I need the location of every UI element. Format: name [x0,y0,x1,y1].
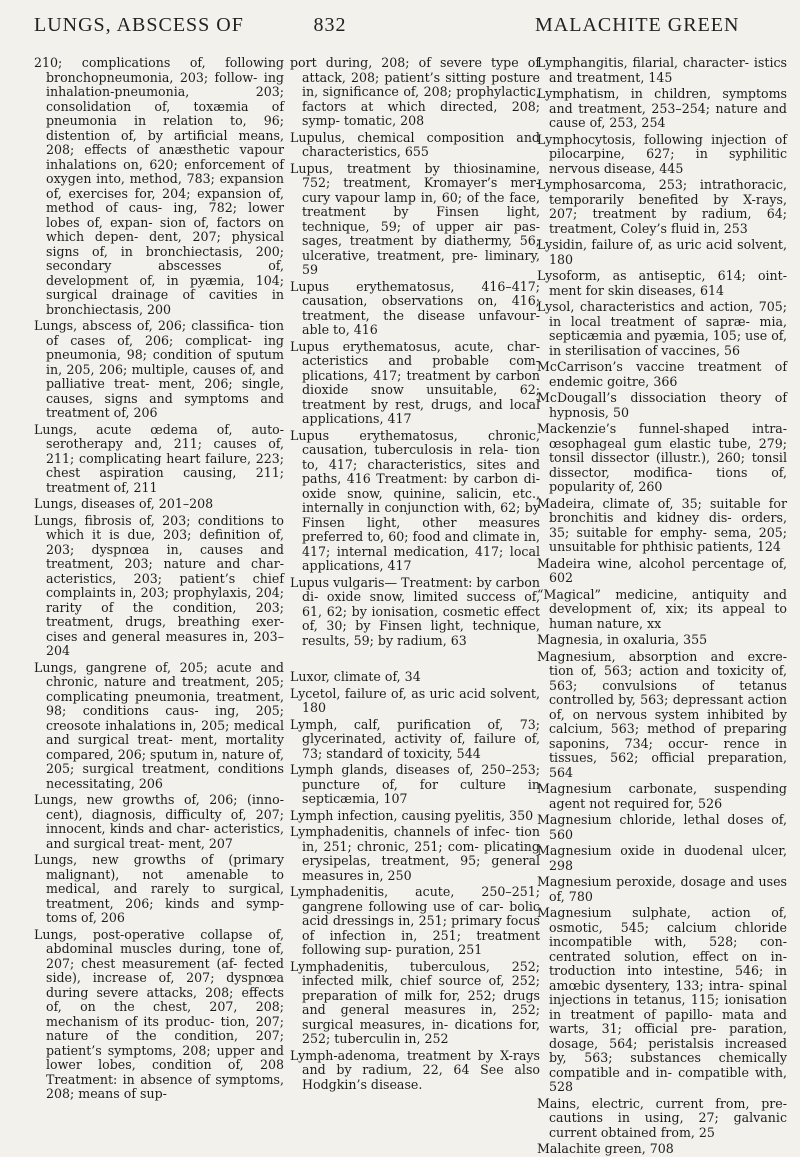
index-entry: Malachite green, 708 [537,1141,674,1156]
index-entry: “Magical” medicine, antiquity and development of, xix; its appeal to human nature, xx [537,586,787,631]
index-entry: Lymphangitis, filarial, character- istics and treatment, 145 [537,55,787,85]
index-entry: Lymph infection, causing pyelitis, 350 [290,807,534,823]
index-entry: Lupulus, chemical composition and characteristics, 655 [290,129,540,159]
index-entry: Lymph-adenoma, treatment by X-rays and by radium, 22, 64 See also Hodgkin’s disease. [290,1047,540,1092]
index-entry: Lymphadenitis, acute, 250–251; gangrene following use of car- bolic acid dressings in, 251; primary focus of infection in, 251; treatment following sup- puration, 251 [290,884,540,957]
running-head-left: LUNGS, ABSCESS OF [34,14,244,36]
index-entry: Lungs, gangrene of, 205; acute and chronic, nature and treatment, 205; complicating pneumonia, treatment, 98; conditions caus- ing, 205; creosote inhalations in, 205; medical and surgical treat- ment, mortality compared, 206; sputum in, nature of, 205; surgical treatment, conditions necessitating, 206 [34,659,284,791]
index-entry: Lymphatism, in children, symptoms and treatment, 253–254; nature and cause of, 253, 254 [537,86,787,130]
index-entry: Lymph glands, diseases of, 250–253; puncture of, for culture in septicæmia, 107 [290,762,540,806]
index-entry: Lymphocytosis, following injection of pilocarpine, 627; in syphilitic nervous disease, 445 [537,131,787,176]
index-entry: Magnesium chloride, lethal doses of, 560 [537,812,787,842]
index-column-1 [34,56,284,1101]
index-entry: Lycetol, failure of, as uric acid solvent, 180 [290,685,540,715]
index-entry: McDougall’s dissociation theory of hypnosis, 50 [537,390,787,420]
index-entry: Lymphadenitis, tuberculous, 252; infected milk, chief source of, 252; preparation of milk for, 252; drugs and general measures in, 252; surgical measures, in- dications for, 252; tuberculin in, 252 [290,958,540,1046]
index-entry: Magnesium, absorption and excre- tion of, 563; action and toxicity of, 563; convulsions of tetanus controlled by, 563; depressant action of, on nervous system inhibited by calcium, 563; method of preparing saponins, 734; occur- rence in tissues, 562; official preparation, 564 [537,648,787,780]
index-entry: Magnesium peroxide, dosage and uses of, 780 [537,874,787,904]
index-entry: Lymph, calf, purification of, 73; glycerinated, activity of, failure of, 73; standard of toxicity, 544 [290,716,540,761]
index-entry: Lysidin, failure of, as uric acid solvent, 180 [537,237,787,267]
index-entry: port during, 208; of severe type of attack, 208; patient’s sitting posture in, significance of, 208; prophylactic, factors at which directed, 208; symp- tomatic, 208 [290,55,540,128]
page-number: 832 [313,14,347,36]
index-entry: Lysol, characteristics and action, 705; in local treatment of sapræ- mia, septicæmia and pyæmia, 105; use of, in sterilisation of vaccines, 56 [537,299,787,358]
index-entry: Madeira wine, alcohol percentage of, 602 [537,555,787,585]
running-head-right: MALACHITE GREEN [535,14,740,36]
index-entry: Madeira, climate of, 35; suitable for bronchitis and kidney dis- orders, 35; suitable for emphy- sema, 205; unsuitable for phthisic patients, 124 [537,495,787,554]
index-entry: Lysoform, as antiseptic, 614; oint- ment for skin diseases, 614 [537,268,787,298]
index-entry: Lungs, new growths of (primary malignant), not amenable to medical, and rarely to surgical, treatment, 206; kinds and symp- toms of, 206 [34,852,284,925]
index-entry: Lupus erythematosus, chronic, causation, tuberculosis in rela- tion to, 417; characteristics, sites and paths, 416 Treatment: by carbon di- oxide snow, quinine, salicin, etc., internally in conjunction with, 62; by Finsen light, other measures preferred to, 60; food and climate in, 417; internal medication, 417; local applications, 417 [290,427,540,573]
index-entry: Lupus vulgaris— Treatment: by carbon di- oxide snow, limited success of, 61, 62; by ionisation, cosmetic effect of, 30; by Finsen light, technique, results, 59; by radium, 63 [290,574,540,648]
index-column-3 [537,55,787,1156]
index-entry: Lungs, fibrosis of, 203; conditions to which it is due, 203; definition of, 203; dyspnœa in, causes and treatment, 203; nature and char- acteristics, 203; patient’s chief complaints in, 203; prophylaxis, 204; rarity of the condition, 203; treatment, drugs, breathing exer- cises and general measures in, 203–204 [34,512,284,658]
index-entry: Magnesium carbonate, suspending agent not required for, 526 [537,781,787,811]
index-column-2 [290,56,540,1101]
index-entry: Lungs, abscess of, 206; classifica- tion of cases of, 206; complicat- ing pneumonia, 98; condition of sputum in, 205, 206; multiple, causes of, and palliative treat- ment, 206; single, causes, signs and symptoms and treatment of, 206 [34,318,284,420]
index-entry: Lymphosarcoma, 253; intrathoracic, temporarily benefited by X-rays, 207; treatment by radium, 64; treatment, Coley’s fluid in, 253 [537,177,787,236]
index-entry: Lungs, diseases of, 201–208 [34,496,214,511]
index-entry: Lupus, treatment by thiosinamine, 752; treatment, Kromayer’s mer- cury vapour lamp in, 60; of the face, treatment by Finsen light, technique, 59; of upper air pas- sages, treatment by diathermy, 56; ulcerative, treatment, pre- liminary, 59 [290,160,540,277]
index-entry: Lungs, acute œdema of, auto- serotherapy and, 211; causes of, 211; complicating heart failure, 223; chest aspiration causing, 211; treatment of, 211 [34,421,284,495]
index-entry: Magnesia, in oxaluria, 355 [537,632,708,647]
index-entry: 210; complications of, following bronchopneumonia, 203; follow- ing inhalation-pneumonia, 203; consolidation of, toxæmia of pneumonia in relation to, 96; distention of, by artificial means, 208; effects of anæsthetic vapour inhalations on, 620; enforcement of oxygen into, method, 783; expansion of, exercises for, 204; expansion of, method of caus- ing, 782; lower lobes of, expan- sion of, factors on which depen- dent, 207; physical signs of, in bronchiectasis, 200; secondary abscesses of, development of, in pyæmia, 104; surgical drainage of cavities in bronchiectasis, 200 [34,55,284,317]
index-entry: Magnesium sulphate, action of, osmotic, 545; calcium chloride incompatible with, 528; con- centrated solution, effect on in- troduction into intestine, 546; in amœbic dysentery, 133; intra- spinal injections in tetanus, 115; ionisation in treatment of papillo- mata and warts, 31; official pre- paration, dosage, 564; peristalsis increased by, 563; substances chemically compatible and in- compatible with, 528 [537,905,787,1094]
index-entry: Magnesium oxide in duodenal ulcer, 298 [537,843,787,873]
index-entry: Lungs, new growths of, 206; (inno- cent), diagnosis, difficulty of, 207; innocent, kinds and char- acteristics, and surgical treat- ment, 207 [34,792,284,851]
index-entry: Mackenzie’s funnel-shaped intra- œsophageal gum elastic tube, 279; tonsil dissector (illustr.), 260; tonsil dissector, modifica- tions of, popularity of, 260 [537,421,787,494]
index-entry: Lupus erythematosus, 416–417; causation, observations on, 416; treatment, the disease unfavour- able to, 416 [290,278,540,337]
index-entry: McCarrison’s vaccine treatment of endemic goitre, 366 [537,359,787,389]
index-entry: Lungs, post-operative collapse of, abdominal muscles during, tone of, 207; chest measurement (af- fected side), increase of, 207; dyspnœa during severe attacks, 208; effects of, on the chest, 207, 208; mechanism of its produc- tion, 207; nature of the condition, 207; patient’s symptoms, 208; upper and lower lobes, condition of, 208 Treatment: in absence of symptoms, 208; means of sup- [34,926,284,1101]
index-entry: Lymphadenitis, channels of infec- tion in, 251; chronic, 251; com- plicating erysipelas, treatment, 95; general measures in, 250 [290,824,540,883]
index-entry: Mains, electric, current from, pre- cautions in using, 27; galvanic current obtained from, 25 [537,1095,787,1140]
index-entry: Lupus erythematosus, acute, char- acteristics and probable com- plications, 417; treatment by carbon dioxide snow unsuitable, 62; treatment by rest, drugs, and local applications, 417 [290,338,540,426]
index-entry: Luxor, climate of, 34 [290,669,421,684]
